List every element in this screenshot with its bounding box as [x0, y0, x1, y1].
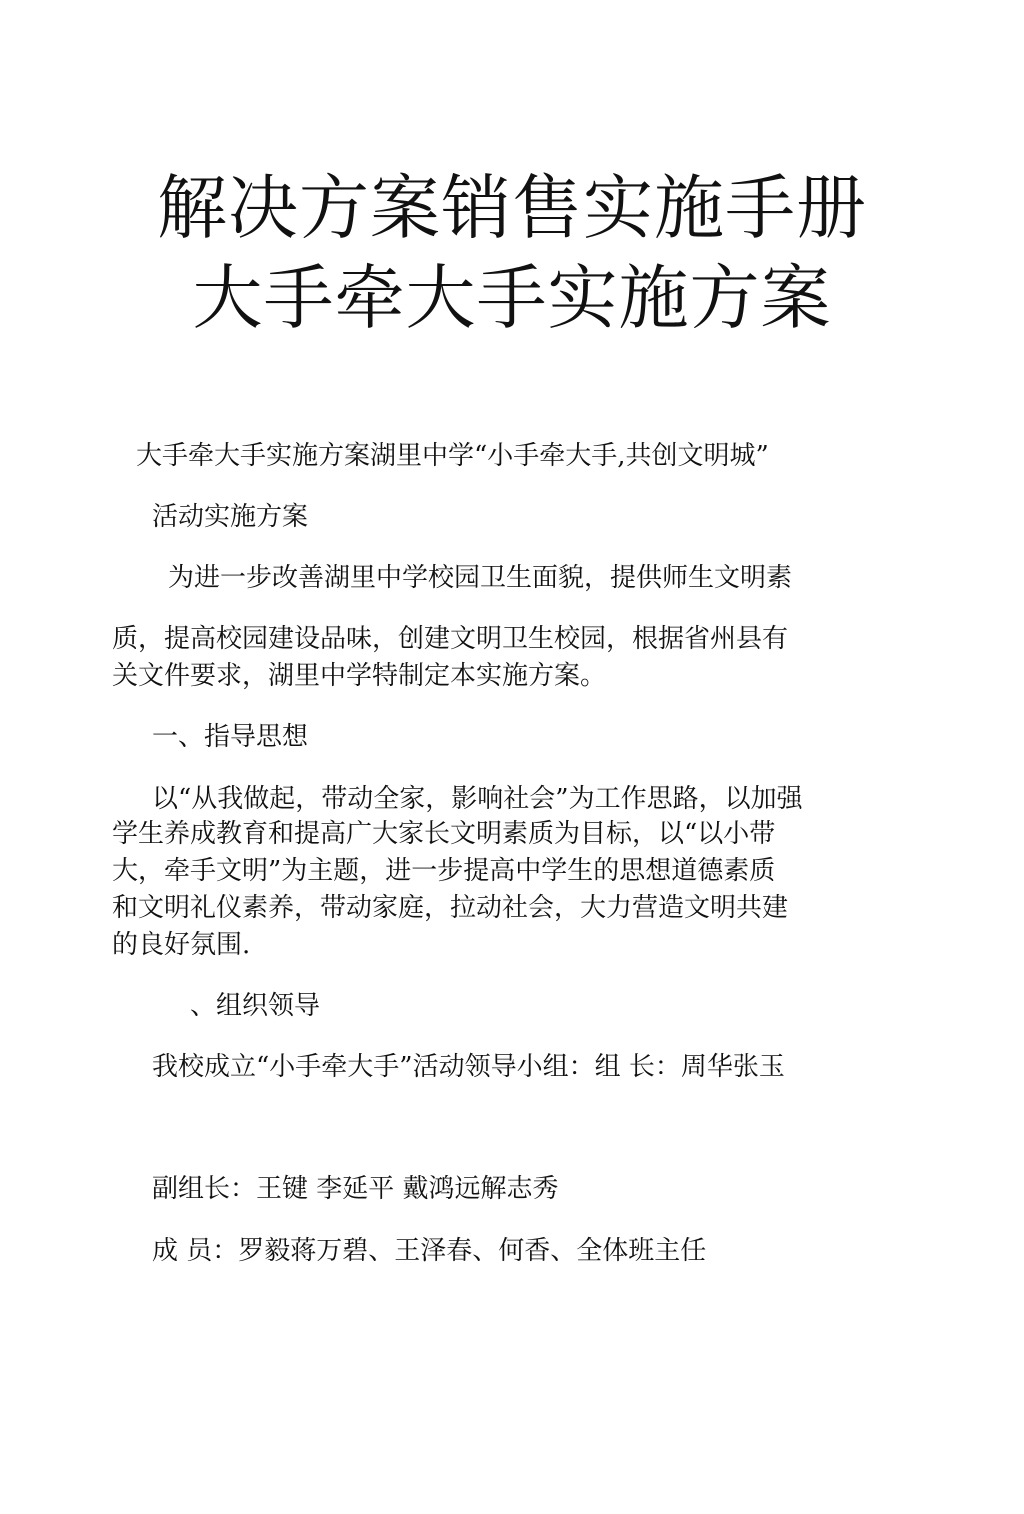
paragraph-1-line-2: 质，提高校园建设品味，创建文明卫生校园，根据省州县有 [112, 624, 789, 654]
paragraph-2-line-2: 学生养成教育和提高广大家长文明素质为目标，以“以小带 [112, 819, 776, 849]
leader-line: 我校成立“小手牵大手”活动领导小组：组 长：周华张玉 [152, 1052, 785, 1082]
paragraph-2-line-3: 大，牵手文明”为主题，进一步提高中学生的思想道德素质 [112, 856, 776, 886]
vice-leader-line: 副组长：王键 李延平 戴鸿远解志秀 [152, 1174, 559, 1204]
title-line-2: 大手牵大手实施方案 [192, 257, 832, 339]
paragraph-2-line-1: 以“从我做起，带动全家，影响社会”为工作思路，以加强 [152, 784, 803, 814]
members-line: 成 员：罗毅蒋万碧、王泽春、何香、全体班主任 [152, 1236, 707, 1266]
intro-subtitle: 活动实施方案 [152, 502, 309, 532]
section-2-heading: 、组织领导 [190, 991, 321, 1021]
section-1-heading: 一、指导思想 [152, 722, 309, 752]
intro-line: 大手牵大手实施方案湖里中学“小手牵大手,共创文明城” [136, 441, 769, 471]
title-line-1: 解决方案销售实施手册 [157, 167, 867, 249]
paragraph-2-line-4: 和文明礼仪素养，带动家庭，拉动社会，大力营造文明共建 [112, 893, 789, 923]
paragraph-1-line-1: 为进一步改善湖里中学校园卫生面貌，提供师生文明素 [168, 563, 793, 593]
paragraph-2-line-5: 的良好氛围. [112, 930, 251, 960]
paragraph-1-line-3: 关文件要求，湖里中学特制定本实施方案。 [112, 661, 607, 691]
